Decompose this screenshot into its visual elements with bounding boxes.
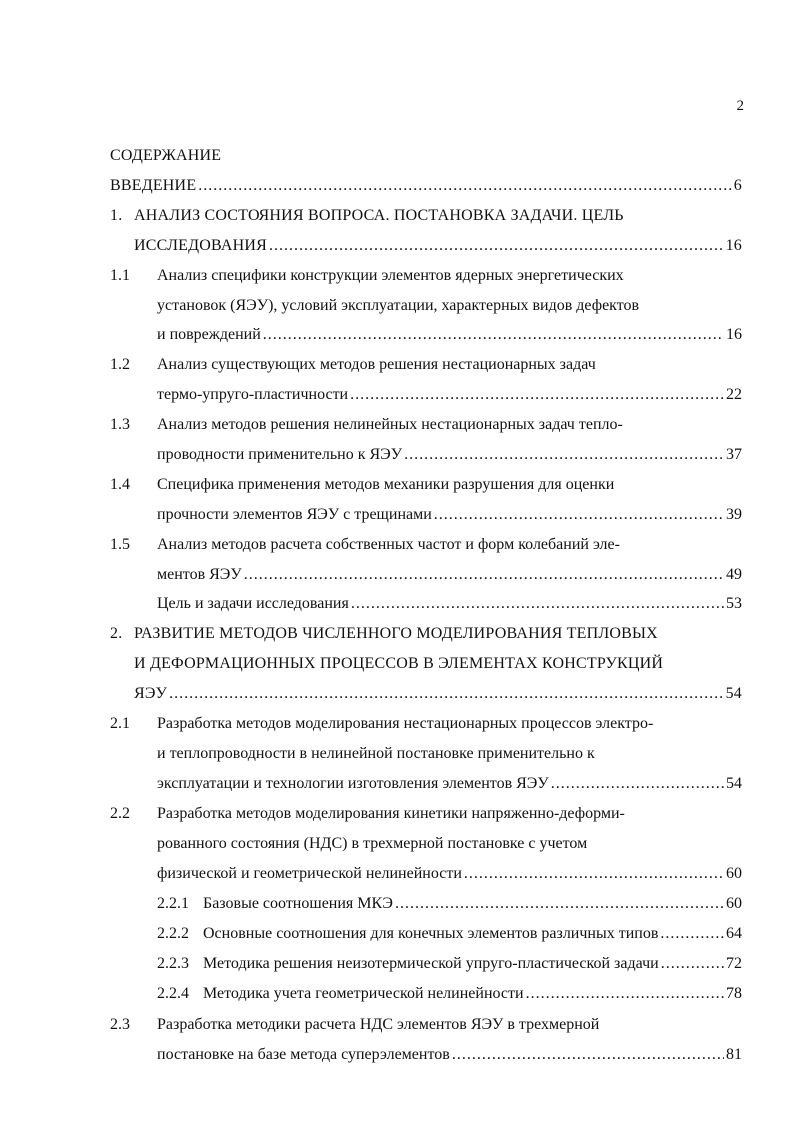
toc-page: 6: [733, 177, 742, 194]
page-number: 2: [736, 98, 744, 114]
toc-entry-text: ВВЕДЕНИЕ: [110, 177, 197, 194]
subsection-number: 2.2.1: [157, 895, 189, 912]
toc-page: 60: [726, 895, 742, 912]
toc-entry-text: Анализ специфики конструкции элементов ядерных энергетических: [157, 267, 624, 284]
leader-dots: [269, 236, 724, 256]
toc-entry-2-2[interactable]: [157, 864, 742, 884]
leader-dots: [395, 894, 724, 914]
leader-dots: [404, 445, 724, 465]
toc-entry-2-2-2[interactable]: [203, 924, 742, 944]
leader-dots: [464, 864, 724, 884]
toc-page: 72: [726, 955, 742, 972]
toc-entry-text: Методика учета геометрической нелинейности: [203, 985, 524, 1002]
toc-entry-text: Разработка методики расчета НДС элементов ЯЭУ в трехмерной: [157, 1016, 600, 1033]
toc-entry-2-1[interactable]: [157, 774, 742, 794]
toc-entry-text: прочности элементов ЯЭУ с трещинами: [157, 506, 432, 523]
toc-entry-text: ИССЛЕДОВАНИЯ: [134, 237, 267, 254]
toc-page: 16: [725, 237, 742, 254]
leader-dots: [263, 325, 724, 345]
toc-page: 22: [726, 386, 742, 403]
subsection-number: 2.2.2: [157, 925, 189, 942]
toc-entry-chapter-2[interactable]: [134, 684, 742, 704]
toc-entry-text: ЯЭУ: [134, 685, 168, 702]
toc-entry-text: рованного состояния (НДС) в трехмерной постановке с учетом: [157, 835, 588, 852]
toc-entry-1-4[interactable]: [157, 505, 742, 525]
toc-page: 78: [726, 985, 742, 1002]
section-number: 1.5: [110, 536, 130, 553]
toc-entry-2-3[interactable]: [157, 1045, 742, 1065]
toc-entry-text: Анализ методов расчета собственных частот и форм колебаний эле-: [157, 536, 620, 553]
toc-entry-goal[interactable]: [157, 594, 742, 614]
toc-page: 53: [726, 595, 742, 612]
toc-entry-text: Разработка методов моделирования кинетики напряженно-деформи-: [157, 805, 625, 822]
subsection-number: 2.2.3: [157, 955, 189, 972]
toc-entry-2-2-3[interactable]: [203, 954, 742, 974]
leader-dots: [434, 505, 724, 525]
section-number: 1.4: [110, 476, 130, 493]
toc-entry-text: установок (ЯЭУ), условий эксплуатации, характерных видов дефектов: [157, 297, 640, 314]
subsection-number: 2.2.4: [157, 985, 189, 1002]
leader-dots: [244, 565, 724, 585]
toc-entry-1-2[interactable]: [157, 385, 742, 405]
section-number: 2.2: [110, 805, 130, 822]
toc-title: СОДЕРЖАНИЕ: [110, 147, 222, 164]
toc-entry-text: Анализ методов решения нелинейных нестационарных задач тепло-: [157, 416, 623, 433]
section-number: 1.1: [110, 267, 130, 284]
toc-page: 54: [725, 685, 742, 702]
toc-page: 49: [726, 566, 742, 583]
toc-entry-text: РАЗВИТИЕ МЕТОДОВ ЧИСЛЕННОГО МОДЕЛИРОВАНИЯ ТЕПЛОВЫХ: [134, 625, 658, 642]
toc-entry-text: и повреждений: [157, 326, 261, 343]
toc-entry-intro[interactable]: [110, 176, 742, 196]
toc-entry-1-3[interactable]: [157, 445, 742, 465]
section-number: 1.2: [110, 356, 130, 373]
leader-dots: [660, 924, 724, 944]
leader-dots: [198, 176, 732, 196]
toc-entry-text: Базовые соотношения МКЭ: [203, 895, 393, 912]
toc-entry-text: физической и геометрической нелинейности: [157, 865, 462, 882]
section-number: 1.3: [110, 416, 130, 433]
toc-entry-1-5[interactable]: [157, 565, 742, 585]
toc-page: 64: [726, 925, 742, 942]
leader-dots: [526, 984, 724, 1004]
toc-page: 81: [726, 1046, 742, 1063]
toc-entry-text: АНАЛИЗ СОСТОЯНИЯ ВОПРОСА. ПОСТАНОВКА ЗАДАЧИ. ЦЕЛЬ: [134, 207, 624, 224]
toc-entry-1-1[interactable]: [157, 325, 742, 345]
leader-dots: [452, 1045, 724, 1065]
toc-entry-text: постановке на базе метода суперэлементов: [157, 1046, 450, 1063]
toc-entry-text: Методика решения неизотермической упруго-пластической задачи: [203, 955, 659, 972]
toc-entry-text: И ДЕФОРМАЦИОННЫХ ПРОЦЕССОВ В ЭЛЕМЕНТАХ КОНСТРУКЦИЙ: [134, 655, 664, 672]
toc-entry-text: Анализ существующих методов решения нестационарных задач: [157, 356, 596, 373]
leader-dots: [551, 774, 724, 794]
toc-page: 37: [726, 446, 742, 463]
toc-entry-chapter-1[interactable]: [134, 236, 742, 256]
leader-dots: [351, 594, 724, 614]
toc-entry-text: термо-упруго-пластичности: [157, 386, 349, 403]
toc-entry-2-2-1[interactable]: [203, 894, 742, 914]
toc-page: 39: [726, 506, 742, 523]
leader-dots: [350, 385, 724, 405]
section-number: 2.3: [110, 1016, 130, 1033]
toc-entry-text: Основные соотношения для конечных элементов различных типов: [203, 925, 659, 942]
toc-entry-text: эксплуатации и технологии изготовления элементов ЯЭУ: [157, 775, 549, 792]
toc-entry-text: Цель и задачи исследования: [157, 595, 349, 612]
toc-entry-text: Специфика применения методов механики разрушения для оценки: [157, 476, 615, 493]
toc-page: 54: [726, 775, 742, 792]
chapter-number: 2.: [110, 625, 123, 642]
chapter-number: 1.: [110, 207, 123, 224]
toc-entry-text: и теплопроводности в нелинейной постановке применительно к: [157, 745, 595, 762]
toc-entry-text: ментов ЯЭУ: [157, 566, 242, 583]
section-number: 2.1: [110, 715, 130, 732]
leader-dots: [169, 684, 723, 704]
toc-entry-text: проводности применительно к ЯЭУ: [157, 446, 403, 463]
toc-page: 16: [726, 326, 742, 343]
toc-entry-text: Разработка методов моделирования нестационарных процессов электро-: [157, 715, 654, 732]
toc-page: 60: [726, 865, 742, 882]
leader-dots: [661, 954, 724, 974]
toc-entry-2-2-4[interactable]: [203, 984, 742, 1004]
